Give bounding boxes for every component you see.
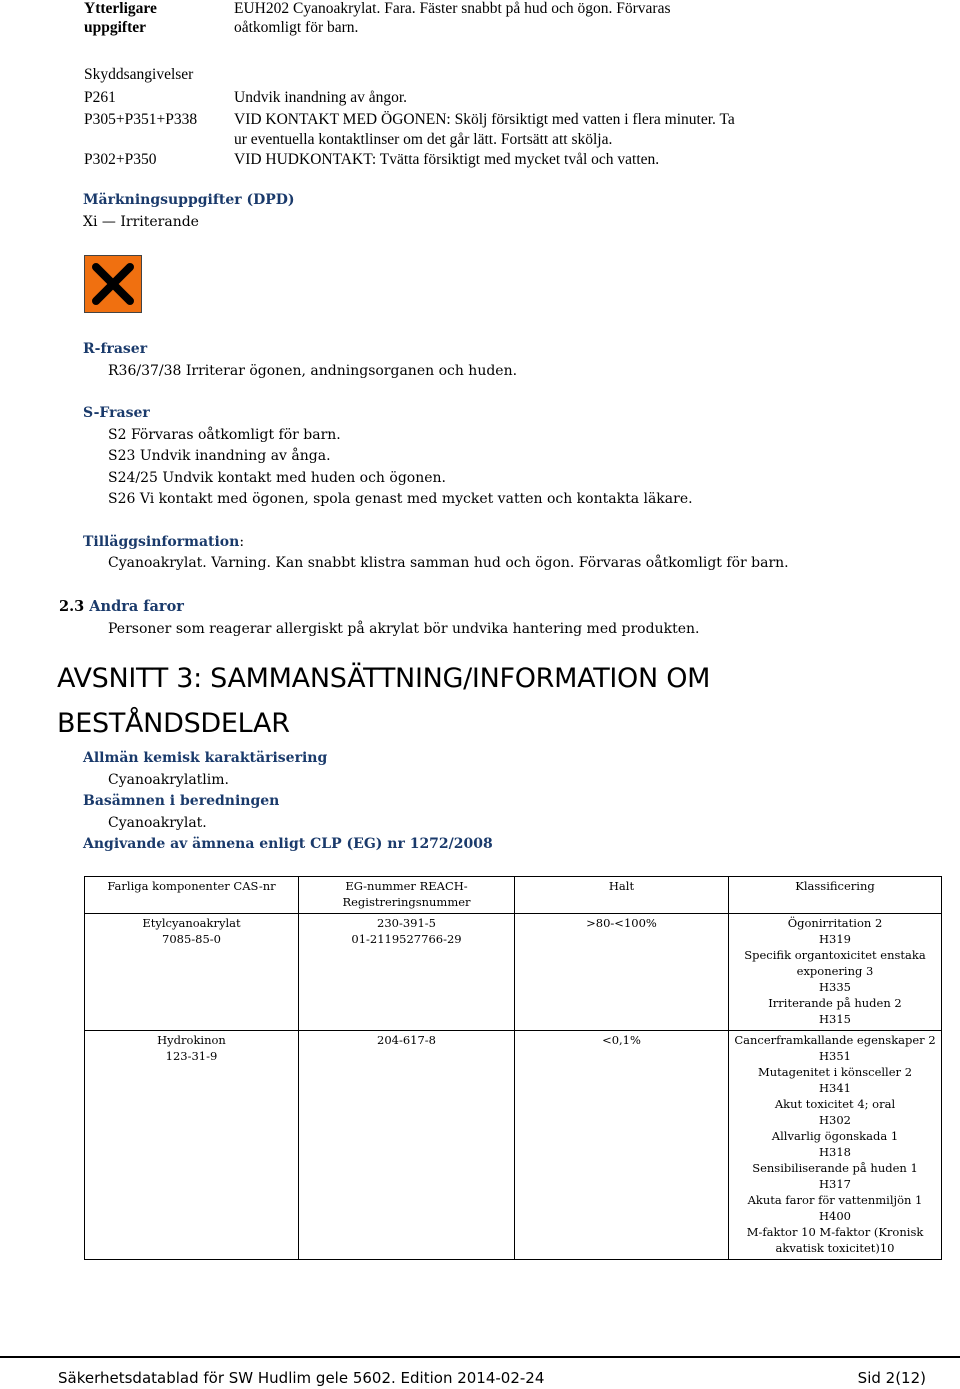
r-fraser-heading: R-fraser: [83, 341, 148, 357]
basamnen-heading: Basämnen i beredningen: [83, 793, 280, 809]
header-eg-number: [299, 877, 515, 914]
table-header-row: [85, 877, 942, 914]
skydd-heading: Skyddsangivelser: [84, 66, 194, 83]
ytterligare-text-line2: oåtkomligt för barn.: [234, 19, 359, 36]
row1-klass-line: H319: [819, 932, 851, 946]
s-fraser-line-s26: S26 Vi kontakt med ögonen, spola genast med mycket vatten och kontakta läkare.: [108, 491, 693, 507]
header-component: [85, 877, 299, 914]
footer-page-number: Sid 2(12): [857, 1369, 926, 1387]
row1-eg-number: 230-391-5: [377, 916, 436, 930]
tillagg-text: Cyanoakrylat. Varning. Kan snabbt klistra samman hud och ögon. Förvaras oåtkomligt för barn.: [108, 555, 789, 571]
row2-klass-line: H400: [819, 1209, 851, 1223]
s-fraser-line-s23: S23 Undvik inandning av ånga.: [108, 448, 331, 464]
andra-faror-title: Andra faror: [84, 598, 184, 615]
footer-divider: [0, 1356, 960, 1358]
andra-faror-heading: [59, 598, 184, 615]
allman-text: Cyanoakrylatlim.: [108, 772, 229, 788]
ytterligare-text: [234, 0, 671, 37]
row2-klass-line: Mutagenitet i könsceller 2: [757, 1065, 913, 1079]
harmful-irritant-x-icon: [84, 255, 142, 313]
row2-klass-line: akvatisk toxicitet)10: [775, 1241, 895, 1255]
s-fraser-heading: S-Fraser: [83, 405, 150, 421]
header-halt-text: Halt: [608, 879, 635, 893]
row1-reach-number: 01-2119527766-29: [351, 932, 462, 946]
ytterligare-label-line2: uppgifter: [84, 19, 146, 36]
row1-component-cas: 7085-85-0: [162, 932, 221, 946]
table-row: [85, 1031, 942, 1260]
s-fraser-line-s24: S24/25 Undvik kontakt med huden och ögonen.: [108, 470, 446, 486]
table-row: [85, 914, 942, 1031]
skydd-text-p305-line2: ur eventuella kontaktlinser om det går lätt. Fortsätt att skölja.: [234, 131, 613, 148]
row2-halt: [515, 1031, 729, 1260]
row2-klass-line: Akuta faror för vattenmiljön 1: [747, 1193, 923, 1207]
ytterligare-label-line1: Ytterligare: [84, 0, 157, 17]
andra-faror-number: 2.3: [59, 598, 85, 615]
row2-component-name: Hydrokinon: [157, 1033, 226, 1047]
row2-klass-line: Sensibiliserande på huden 1: [752, 1161, 918, 1175]
tillagg-heading-row: [83, 533, 244, 551]
footer-document-title: Säkerhetsdatablad för SW Hudlim gele 5602. Edition 2014-02-24: [58, 1369, 545, 1387]
skydd-text-p261: Undvik inandning av ångor.: [234, 89, 408, 106]
basamnen-text: Cyanoakrylat.: [108, 815, 207, 831]
row1-halt: [515, 914, 729, 1031]
header-klassificering: [729, 877, 942, 914]
row2-klass-line: Akut toxicitet 4; oral: [774, 1097, 896, 1111]
row2-klass-line: H302: [819, 1113, 851, 1127]
row2-eg-number: 204-617-8: [377, 1033, 436, 1047]
row2-klass-line: Cancerframkallande egenskaper 2: [734, 1033, 936, 1047]
skydd-text-p305-line1: VID KONTAKT MED ÖGONEN: Skölj försiktigt med vatten i flera minuter. Ta: [234, 111, 735, 128]
header-eg-line1: EG-nummer REACH-: [345, 879, 468, 893]
row2-klass-line: H351: [819, 1049, 851, 1063]
row1-klass-line: Specifik organtoxicitet enstaka: [744, 948, 926, 962]
dpd-symbol-text: Xi — Irriterande: [83, 214, 199, 230]
skydd-code-p302: P302+P350: [84, 151, 157, 168]
row2-klass-line: H318: [819, 1145, 851, 1159]
section3-title-line1: AVSNITT 3: SAMMANSÄTTNING/INFORMATION OM: [57, 663, 711, 694]
skydd-code-p305: P305+P351+P338: [84, 111, 198, 128]
header-halt: [515, 877, 729, 914]
row1-klass: [729, 914, 942, 1031]
row2-klass-line: H341: [819, 1081, 851, 1095]
ytterligare-text-line1: EUH202 Cyanoakrylat. Fara. Fäster snabbt på hud och ögon. Förvaras: [234, 0, 671, 17]
tillagg-colon: :: [239, 534, 245, 550]
clp-heading: Angivande av ämnena enligt CLP (EG) nr 1272/2008: [83, 836, 493, 852]
row1-klass-line: H335: [819, 980, 851, 994]
row2-klass-line: M-faktor 10 M-faktor (Kronisk: [746, 1225, 924, 1239]
row1-klass-line: H315: [819, 1012, 851, 1026]
tillagg-heading: Tilläggsinformation: [83, 534, 240, 550]
row2-halt-value: <0,1%: [602, 1033, 641, 1047]
ytterligare-label: [84, 0, 157, 37]
header-eg-line2: Registreringsnummer: [342, 895, 471, 909]
row2-component-cas: 123-31-9: [165, 1049, 218, 1063]
row2-klass-line: Allvarlig ögonskada 1: [771, 1129, 899, 1143]
row2-klass: [729, 1031, 942, 1260]
dpd-heading: Märkningsuppgifter (DPD): [83, 192, 295, 208]
header-klass-text: Klassificering: [795, 879, 875, 893]
andra-faror-text: Personer som reagerar allergiskt på akrylat bör undvika hantering med produkten.: [108, 621, 700, 637]
s-fraser-line-s2: S2 Förvaras oåtkomligt för barn.: [108, 427, 341, 443]
row2-klass-line: H317: [819, 1177, 851, 1191]
skydd-code-p261: P261: [84, 89, 116, 106]
row2-component: [85, 1031, 299, 1260]
skydd-text-p302: VID HUDKONTAKT: Tvätta försiktigt med mycket tvål och vatten.: [234, 151, 660, 168]
row1-klass-line: Irriterande på huden 2: [768, 996, 902, 1010]
row1-component-name: Etylcyanoakrylat: [142, 916, 241, 930]
components-table: [84, 876, 942, 1260]
row1-klass-line: exponering 3: [796, 964, 874, 978]
header-component-text: Farliga komponenter CAS-nr: [107, 879, 276, 893]
allman-heading: Allmän kemisk karaktärisering: [83, 750, 328, 766]
row1-component: [85, 914, 299, 1031]
row1-halt-value: >80-<100%: [586, 916, 657, 930]
section3-title-line2: BESTÅNDSDELAR: [57, 708, 290, 739]
r-fraser-line: R36/37/38 Irriterar ögonen, andningsorganen och huden.: [108, 363, 518, 379]
row1-eg: [299, 914, 515, 1031]
row1-klass-line: Ögonirritation 2: [787, 916, 883, 930]
row2-eg: [299, 1031, 515, 1260]
